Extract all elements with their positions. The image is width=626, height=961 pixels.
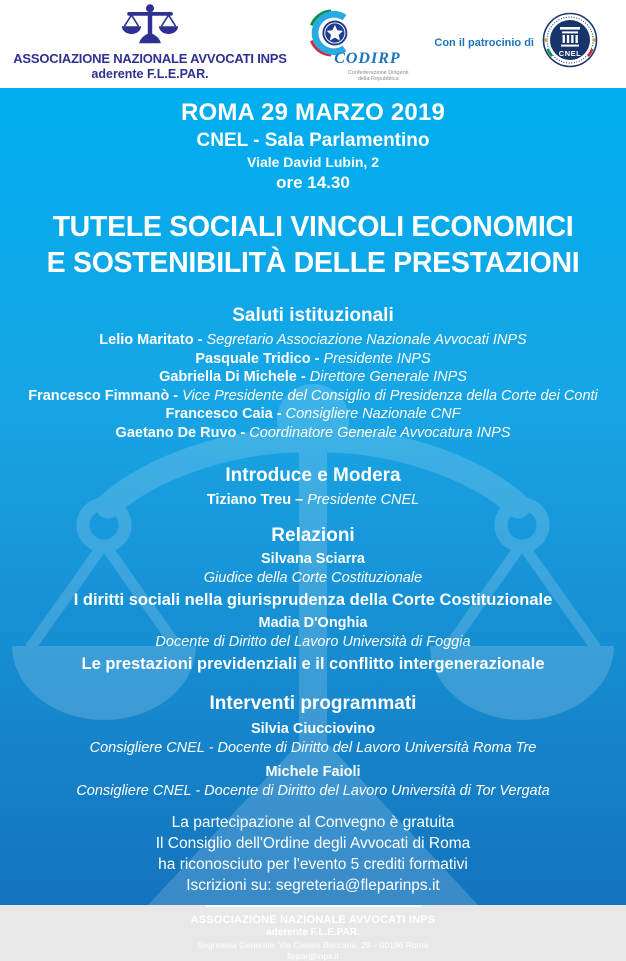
list-item — [0, 762, 626, 801]
speaker-name: Madia D'Onghia — [258, 614, 368, 631]
person-role: Direttore Generale INPS — [309, 369, 467, 386]
relazioni-list — [0, 550, 626, 675]
event-address: Viale David Lubin, 2 — [246, 154, 379, 170]
list-item — [0, 350, 626, 369]
list-item — [0, 331, 626, 350]
introduce-person — [0, 491, 626, 510]
event-time: ore 14.30 — [276, 173, 350, 192]
section-interventi-heading: Interventi programmati — [209, 692, 417, 714]
patronage-block — [434, 0, 598, 73]
person-name: Francesco Fimmanò - — [28, 387, 179, 404]
event-title-line2: E SOSTENIBILITÀ DELLE PRESTAZIONI — [46, 247, 580, 279]
talk-title: I diritti sociali nella giurisprudenza della Corte Costituzionale — [73, 590, 553, 609]
person-name: Gaetano De Ruvo - — [115, 424, 246, 441]
person-role: Presidente CNEL — [307, 491, 420, 508]
person-role: Segretario Associazione Nazionale Avvocati INPS — [206, 332, 527, 348]
cnel-seal-icon — [542, 12, 598, 73]
assoc-name: ASSOCIAZIONE NAZIONALE AVVOCATI INPS — [13, 51, 287, 66]
list-item — [0, 368, 626, 387]
section-saluti-heading: Saluti istituzionali — [232, 305, 394, 326]
person-role: Presidente INPS — [323, 350, 431, 367]
talk-title: Le prestazioni previdenziali e il conflitto intergenerazionale — [81, 654, 545, 673]
speaker-role: Giudice della Corte Costituzionale — [203, 569, 423, 586]
section-relazioni-heading: Relazioni — [271, 524, 355, 546]
poster-body — [0, 88, 626, 961]
cnel-seal-text: CNEL — [558, 49, 582, 58]
person-role: Coordinatore Generale Avvocatura INPS — [249, 424, 511, 441]
person-role: Consigliere Nazionale CNF — [285, 406, 461, 423]
poster-footer — [0, 914, 626, 961]
list-item — [0, 424, 626, 443]
list-item — [0, 719, 626, 758]
speaker-role: Docente di Diritto del Lavoro Università di Foggia — [155, 633, 471, 650]
info-line: Il Consiglio dell'Ordine degli Avvocati di Roma — [155, 834, 471, 852]
event-city-date: ROMA 29 MARZO 2019 — [180, 99, 446, 126]
info-line: La partecipazione al Convegno è gratuita — [171, 813, 455, 831]
speaker-role: Consigliere CNEL - Docente di Diritto del Lavoro Università Roma Tre — [89, 739, 537, 756]
speaker-name: Michele Faioli — [265, 763, 361, 780]
footer-divider — [206, 905, 421, 907]
interventi-list — [0, 719, 626, 801]
footer-address: Segreteria Generale: Via Cesare Beccaria, 29 – 00196 Roma — [197, 939, 429, 950]
footer-affiliation: aderente F.L.E.PAR. — [266, 926, 360, 938]
person-name: Lelio Maritato - — [99, 332, 203, 348]
poster-content — [0, 88, 626, 961]
person-name: Francesco Caia - — [165, 406, 282, 423]
list-item — [0, 387, 626, 406]
person-name: Pasquale Tridico - — [195, 350, 320, 367]
list-item — [0, 550, 626, 611]
footer-email: flepar@inps.it — [286, 950, 340, 961]
speaker-name: Silvia Ciucciovino — [250, 720, 376, 737]
event-title-line1: TUTELE SOCIALI VINCOLI ECONOMICI — [52, 211, 574, 243]
poster-header — [0, 0, 626, 88]
participation-info — [0, 812, 626, 896]
assoc-logo — [13, 0, 287, 81]
person-name: Tiziano Treu – — [206, 491, 304, 508]
footer-assoc-name: ASSOCIAZIONE NAZIONALE AVVOCATI INPS — [190, 913, 436, 926]
speaker-name: Silvana Sciarra — [261, 550, 365, 567]
codirp-logo — [294, 0, 424, 88]
person-name: Gabriella Di Michele - — [159, 369, 306, 386]
speaker-role: Consigliere CNEL - Docente di Diritto del Lavoro Università di Tor Vergata — [76, 782, 550, 799]
event-title — [0, 209, 626, 281]
saluti-people-list — [0, 331, 626, 443]
patronage-label: Con il patrocinio di — [434, 36, 534, 49]
person-role: Vice Presidente del Consiglio di Presidenza della Corte dei Conti — [182, 387, 598, 404]
info-line: ha riconosciuto per l'evento 5 crediti formativi — [158, 855, 468, 873]
event-venue: CNEL - Sala Parlamentino — [196, 130, 430, 151]
registration-email: Iscrizioni su: segreteria@fleparinps.it — [186, 876, 440, 894]
scales-of-justice-icon — [119, 4, 181, 51]
assoc-affiliation: aderente F.L.E.PAR. — [91, 67, 209, 81]
codirp-name: CODIRP — [334, 50, 401, 67]
list-item — [0, 614, 626, 675]
section-introduce-heading: Introduce e Modera — [225, 464, 401, 486]
list-item — [0, 405, 626, 424]
codirp-subtitle: Confederazione Dirigenti della Repubblica — [347, 70, 409, 82]
